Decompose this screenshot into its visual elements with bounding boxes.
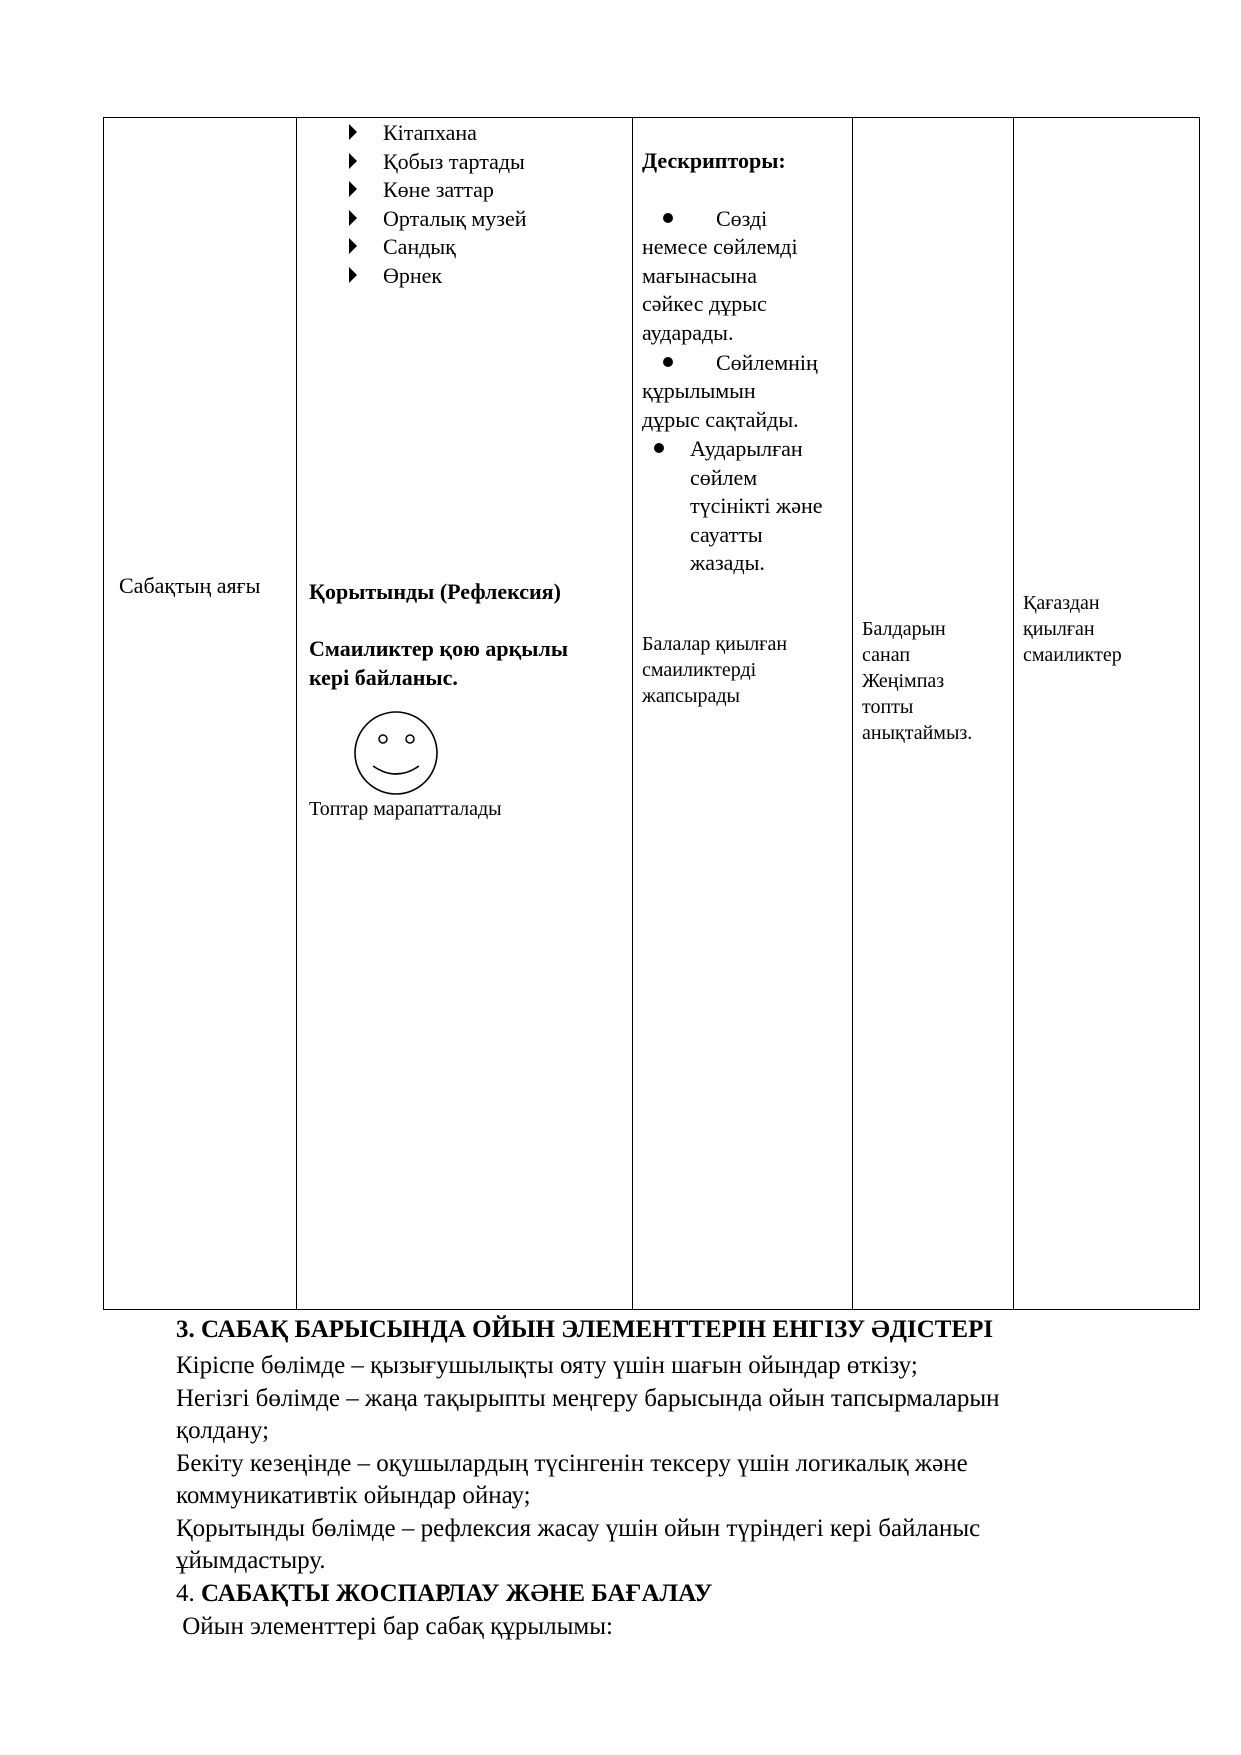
smiley-face-icon	[353, 710, 439, 796]
lesson-stage-label: Сабақтың аяғы	[119, 573, 261, 598]
bullet-dot-icon	[654, 443, 664, 453]
column-divider	[1013, 118, 1014, 1309]
groups-awarded-text: Топтар марапатталады	[309, 798, 502, 820]
column-divider	[852, 118, 853, 1309]
section-3-heading: 3. САБАҚ БАРЫСЫНДА ОЙЫН ЭЛЕМЕНТТЕРІН ЕНГІЗУ ӘДІСТЕРІ	[176, 1316, 994, 1343]
descriptors-title: Дескрипторы:	[642, 148, 786, 173]
list-item: Сандық	[383, 234, 456, 259]
feedback-heading-line1: Смаиликтер қою арқылы	[309, 636, 568, 661]
list-item: Орталық музей	[383, 206, 527, 231]
feedback-heading-line2: кері байланыс.	[309, 665, 458, 690]
bullet-dot-icon	[663, 213, 673, 223]
column-divider	[632, 118, 633, 1309]
triangle-bullet-icon	[349, 267, 357, 283]
list-item: Кітапхана	[383, 120, 477, 145]
triangle-bullet-icon	[349, 181, 357, 197]
triangle-bullet-icon	[349, 238, 357, 254]
section-4-number: 4.	[176, 1580, 195, 1607]
reflection-title: Қорытынды (Рефлексия)	[309, 579, 561, 604]
column-divider	[296, 118, 297, 1309]
triangle-bullet-icon	[349, 210, 357, 226]
bullet-dot-icon	[663, 357, 673, 367]
triangle-bullet-icon	[349, 153, 357, 169]
section-4-title: САБАҚТЫ ЖОСПАРЛАУ ЖӘНЕ БАҒАЛАУ	[201, 1580, 713, 1607]
section-4-heading	[176, 1581, 712, 1606]
triangle-bullet-icon	[349, 124, 357, 140]
list-item: Көне заттар	[383, 177, 494, 202]
section-4-intro: Ойын элементтері бар сабақ құрылымы:	[176, 1613, 613, 1640]
list-item: Өрнек	[383, 263, 443, 288]
list-item: Қобыз тартады	[383, 149, 525, 174]
